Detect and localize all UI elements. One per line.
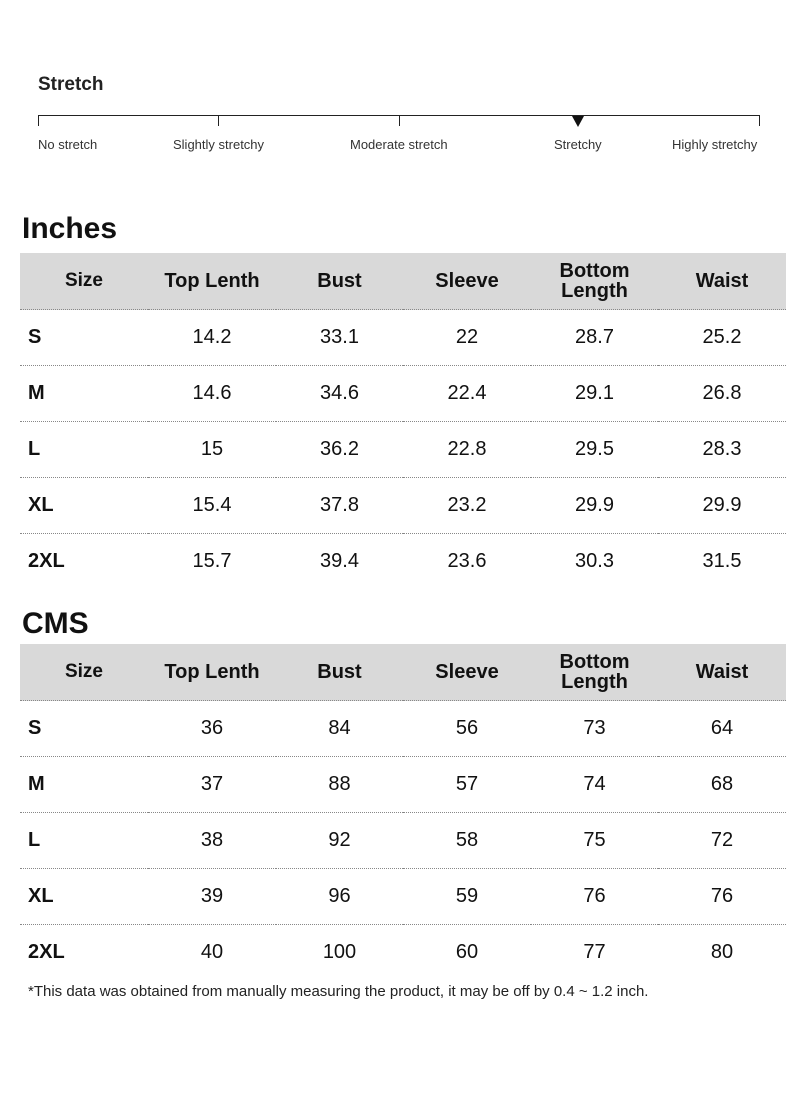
measurement-cell: 25.2 (658, 310, 786, 366)
stretch-label-slightly-stretchy: Slightly stretchy (173, 137, 265, 152)
table-row (20, 310, 786, 366)
stretch-label-no-stretch: No stretch (38, 137, 98, 152)
measurement-cell: 73 (531, 701, 658, 757)
measurement-cell: 40 (148, 925, 276, 981)
column-header: Bust (276, 253, 403, 310)
stretch-tick-1 (38, 115, 39, 126)
column-header: Bust (276, 644, 403, 701)
column-header: Sleeve (403, 253, 531, 310)
inches-size-table (20, 253, 786, 589)
measurement-cell: 29.5 (531, 422, 658, 478)
table-header-row (20, 253, 786, 310)
stretch-title: Stretch (38, 74, 104, 95)
stretch-tick-2 (218, 115, 219, 126)
measurement-cell: 29.1 (531, 366, 658, 422)
stretch-selected-marker-icon (572, 116, 584, 127)
size-cell: M (20, 366, 148, 422)
measurement-cell: 59 (403, 869, 531, 925)
table-row (20, 534, 786, 590)
table-row (20, 813, 786, 869)
table-row (20, 366, 786, 422)
measurement-cell: 22 (403, 310, 531, 366)
stretch-label-stretchy: Stretchy (554, 137, 602, 152)
measurement-cell: 74 (531, 757, 658, 813)
measurement-cell: 76 (531, 869, 658, 925)
measurement-cell: 15.7 (148, 534, 276, 590)
size-cell: S (20, 310, 148, 366)
size-cell: XL (20, 869, 148, 925)
measurement-cell: 60 (403, 925, 531, 981)
stretch-label-moderate-stretch: Moderate stretch (350, 137, 448, 152)
measurement-cell: 14.2 (148, 310, 276, 366)
measurement-cell: 36 (148, 701, 276, 757)
size-cell: M (20, 757, 148, 813)
measurement-cell: 77 (531, 925, 658, 981)
cms-title: CMS (22, 607, 89, 640)
footnote: *This data was obtained from manually measuring the product, it may be off by 0.4 ~ 1.2 inch. (28, 983, 649, 1000)
measurement-cell: 58 (403, 813, 531, 869)
table-row (20, 925, 786, 981)
measurement-cell: 37 (148, 757, 276, 813)
measurement-cell: 39 (148, 869, 276, 925)
measurement-cell: 30.3 (531, 534, 658, 590)
measurement-cell: 22.8 (403, 422, 531, 478)
measurement-cell: 31.5 (658, 534, 786, 590)
inches-title: Inches (22, 212, 118, 245)
measurement-cell: 56 (403, 701, 531, 757)
cms-size-table (20, 644, 786, 980)
measurement-cell: 100 (276, 925, 403, 981)
measurement-cell: 37.8 (276, 478, 403, 534)
column-header: Bottom Length (531, 253, 658, 310)
measurement-cell: 26.8 (658, 366, 786, 422)
column-header: Waist (658, 253, 786, 310)
column-header: Size (20, 644, 148, 701)
column-header: Top Lenth (148, 253, 276, 310)
measurement-cell: 76 (658, 869, 786, 925)
stretch-scale (0, 0, 800, 170)
table-header-row (20, 644, 786, 701)
measurement-cell: 15.4 (148, 478, 276, 534)
measurement-cell: 80 (658, 925, 786, 981)
measurement-cell: 15 (148, 422, 276, 478)
stretch-tick-3 (399, 115, 400, 126)
measurement-cell: 29.9 (531, 478, 658, 534)
table-row (20, 757, 786, 813)
column-header: Top Lenth (148, 644, 276, 701)
measurement-cell: 38 (148, 813, 276, 869)
measurement-cell: 96 (276, 869, 403, 925)
measurement-cell: 36.2 (276, 422, 403, 478)
measurement-cell: 64 (658, 701, 786, 757)
column-header: Waist (658, 644, 786, 701)
table-row (20, 422, 786, 478)
measurement-cell: 75 (531, 813, 658, 869)
measurement-cell: 39.4 (276, 534, 403, 590)
measurement-cell: 34.6 (276, 366, 403, 422)
measurement-cell: 33.1 (276, 310, 403, 366)
size-cell: 2XL (20, 925, 148, 981)
measurement-cell: 88 (276, 757, 403, 813)
stretch-label-highly-stretchy: Highly stretchy (672, 137, 758, 152)
column-header: Bottom Length (531, 644, 658, 701)
size-cell: S (20, 701, 148, 757)
size-cell: XL (20, 478, 148, 534)
table-row (20, 701, 786, 757)
column-header: Sleeve (403, 644, 531, 701)
column-header: Size (20, 253, 148, 310)
measurement-cell: 23.6 (403, 534, 531, 590)
measurement-cell: 92 (276, 813, 403, 869)
measurement-cell: 22.4 (403, 366, 531, 422)
measurement-cell: 23.2 (403, 478, 531, 534)
measurement-cell: 14.6 (148, 366, 276, 422)
size-cell: L (20, 422, 148, 478)
measurement-cell: 57 (403, 757, 531, 813)
measurement-cell: 28.7 (531, 310, 658, 366)
measurement-cell: 68 (658, 757, 786, 813)
table-row (20, 869, 786, 925)
measurement-cell: 28.3 (658, 422, 786, 478)
measurement-cell: 29.9 (658, 478, 786, 534)
size-cell: 2XL (20, 534, 148, 590)
measurement-cell: 84 (276, 701, 403, 757)
table-row (20, 478, 786, 534)
stretch-tick-5 (759, 115, 760, 126)
size-cell: L (20, 813, 148, 869)
measurement-cell: 72 (658, 813, 786, 869)
